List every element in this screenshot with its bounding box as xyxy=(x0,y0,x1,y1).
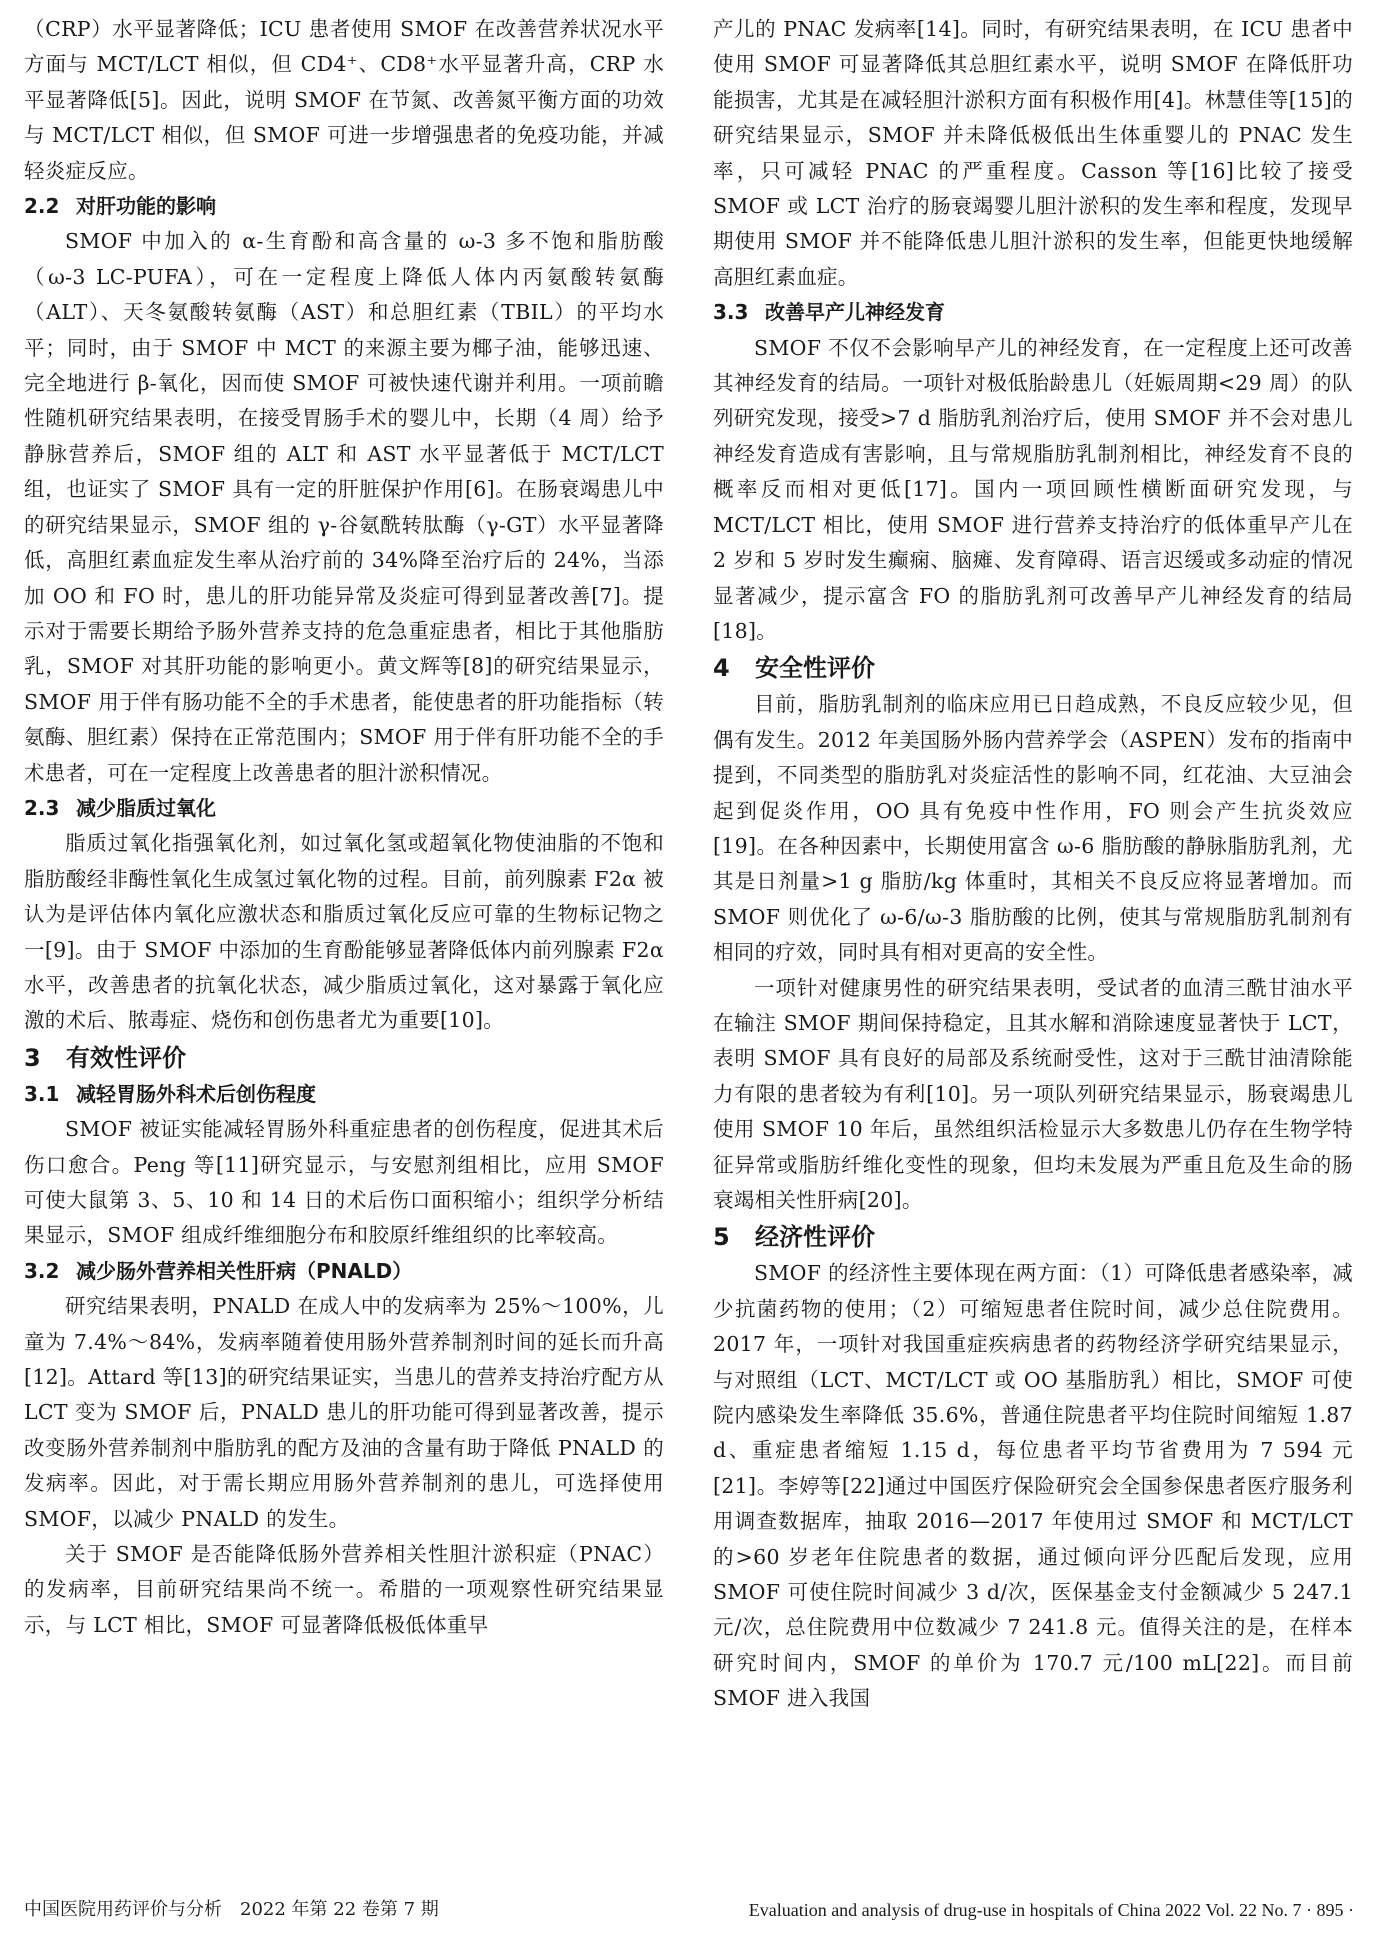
section-title: 改善早产儿神经发育 xyxy=(765,300,945,325)
section-title: 减轻胃肠外科术后创伤程度 xyxy=(76,1081,316,1106)
section-number: 3.3 xyxy=(713,300,749,325)
paragraph-pnald: 研究结果表明，PNALD 在成人中的发病率为 25%～100%，儿童为 7.4%～84%，发病率随着使用肠外营养制剂时间的延长而升高[12]。Attard 等[13]的研究结果证实，当患儿的营养支持治疗配方从 LCT 变为 SMOF 后，PNALD 患儿的肝功能可得到显著改善，提示改变肠外营养制剂中脂肪乳的配方及油的含量有助于降低 PNALD 的发病率。因此，对于需长期应用肠外营养制剂的患儿，可选择使用 SMOF，以减少 PNALD 的发生。 xyxy=(24,1294,664,1531)
section-number: 5 xyxy=(713,1223,730,1252)
page-footer xyxy=(24,1895,1354,1925)
paragraph-safety-1: 目前，脂肪乳制剂的临床应用已日趋成熟，不良反应较少见，但偶有发生。2012 年美国肠外肠内营养学会（ASPEN）发布的指南中提到，不同类型的脂肪乳对炎症活性的影响不同，红花油、大豆油会起到促炎作用，OO 具有免疫中性作用，FO 则会产生抗炎效应[19]。在各种因素中，长期使用富含 ω-6 脂肪酸的静脉脂肪乳剂，尤其是日剂量>1 g 脂肪/kg 体重时，其相关不良反应将显著增加。而 SMOF 则优化了 ω-6/ω-3 脂肪酸的比例，使其与常规脂肪乳制剂有相同的疗效，同时具有相对更高的安全性。 xyxy=(713,692,1353,965)
section-number: 4 xyxy=(713,654,730,683)
section-heading-5 xyxy=(713,1218,1353,1256)
paragraph-lipid-peroxidation: 脂质过氧化指强氧化剂，如过氧化氢或超氧化物使油脂的不饱和脂肪酸经非酶性氧化生成氢过氧化物的过程。目前，前列腺素 F2α 被认为是评估体内氧化应激状态和脂质过氧化反应可靠的生物标记物之一[9]。由于 SMOF 中添加的生育酚能够显著降低体内前列腺素 F2α 水平，改善患者的抗氧化状态，减少脂质过氧化，这对暴露于氧化应激的术后、脓毒症、烧伤和创伤患者尤为重要[10]。 xyxy=(24,831,664,1033)
section-heading-4 xyxy=(713,649,1353,687)
right-column xyxy=(713,12,1353,1717)
paragraph-safety-2: 一项针对健康男性的研究结果表明，受试者的血清三酰甘油水平在输注 SMOF 期间保持稳定，且其水解和消除速度显著快于 LCT，表明 SMOF 具有良好的局部及系统耐受性，这对于三酰甘油清除能力有限的患者较为有利[10]。另一项队列研究结果显示，肠衰竭患儿使用 SMOF 10 年后，虽然组织活检显示大多数患儿仍存在生物学特征异常或脂肪纤维化变性的现象，但均未发展为严重且危及生命的肠衰竭相关性肝病[20]。 xyxy=(713,975,1353,1212)
section-number: 3.1 xyxy=(24,1081,60,1106)
section-title: 有效性评价 xyxy=(66,1043,186,1072)
paragraph-neurodevelopment: SMOF 不仅不会影响早产儿的神经发育，在一定程度上还可改善其神经发育的结局。一项针对极低胎龄患儿（妊娠周期<29 周）的队列研究发现，接受>7 d 脂肪乳剂治疗后，使用 SMOF 并不会对患儿神经发育造成有害影响，且与常规脂肪乳制剂相比，神经发育不良的概率反而相对更低[17]。国内一项回顾性横断面研究发现，与 MCT/LCT 相比，使用 SMOF 进行营养支持治疗的低体重早产儿在 2 岁和 5 岁时发生癫痫、脑瘫、发育障碍、语言迟缓或多动症的情况显著减少，提示富含 FO 的脂肪乳剂可改善早产儿神经发育的结局[18]。 xyxy=(713,335,1353,643)
section-heading-3-1 xyxy=(24,1077,664,1112)
section-title: 减少脂质过氧化 xyxy=(76,795,216,820)
journal-name-en: Evaluation and analysis of drug-use in hospitals of China 2022 Vol. 22 No. 7 · 895 · xyxy=(748,1900,1354,1920)
section-heading-2-2 xyxy=(24,189,664,224)
section-heading-3 xyxy=(24,1039,664,1077)
section-heading-3-3 xyxy=(713,295,1353,330)
section-title: 减少肠外营养相关性肝病（PNALD） xyxy=(76,1258,413,1283)
paragraph-wound-healing: SMOF 被证实能减轻胃肠外科重症患者的创伤程度，促进其术后伤口愈合。Peng 等[11]研究显示，与安慰剂组相比，应用 SMOF 可使大鼠第 3、5、10 和 14 日的术后伤口面积缩小；组织学分析结果显示，SMOF 组成纤维细胞分布和胶原纤维组织的比率较高。 xyxy=(24,1117,664,1248)
section-title: 安全性评价 xyxy=(755,654,875,683)
journal-name-cn: 中国医院用药评价与分析 2022 年第 22 卷第 7 期 xyxy=(24,1899,439,1920)
paragraph-economics: SMOF 的经济性主要体现在两方面：（1）可降低患者感染率，减少抗菌药物的使用；（2）可缩短患者住院时间，减少总住院费用。2017 年，一项针对我国重症疾病患者的药物经济学研究结果显示，与对照组（LCT、MCT/LCT 或 OO 基脂肪乳）相比，SMOF 可使院内感染发生率降低 35.6%，普通住院患者平均住院时间缩短 1.87 d、重症患者缩短 1.15 d，每位患者平均节省费用为 7 594 元[21]。李婷等[22]通过中国医疗保险研究会全国参保患者医疗服务利用调查数据库，抽取 2016—2017 年使用过 SMOF 和 MCT/LCT 的>60 岁老年住院患者的数据，通过倾向评分匹配后发现，应用 SMOF 可使住院时间减少 3 d/次，医保基金支付金额减少 5 247.1 元/次，总住院费用中位数减少 7 241.8 元。值得关注的是，在样本研究时间内，SMOF 的单价为 170.7 元/100 mL[22]。而目前 SMOF 进入我国 xyxy=(713,1261,1353,1711)
section-heading-3-2 xyxy=(24,1254,664,1289)
paragraph-pnac: 关于 SMOF 是否能降低肠外营养相关性胆汁淤积症（PNAC）的发病率，目前研究结果尚不统一。希腊的一项观察性研究结果显示，与 LCT 相比，SMOF 可显著降低极低体重早 xyxy=(24,1542,664,1637)
paragraph-pnac-continued: 产儿的 PNAC 发病率[14]。同时，有研究结果表明，在 ICU 患者中使用 SMOF 可显著降低其总胆红素水平，说明 SMOF 在降低肝功能损害，尤其是在减轻胆汁淤积方面有积极作用[4]。林慧佳等[15]的研究结果显示，SMOF 并未降低极低出生体重婴儿的 PNAC 发生率，只可减轻 PNAC 的严重程度。Casson 等[16]比较了接受 SMOF 或 LCT 治疗的肠衰竭婴儿胆汁淤积的发生率和程度，发现早期使用 SMOF 并不能降低患儿胆汁淤积的发生率，但能更快地缓解高胆红素血症。 xyxy=(713,17,1353,289)
section-number: 2.3 xyxy=(24,795,60,820)
section-title: 对肝功能的影响 xyxy=(76,194,216,219)
paragraph-intro: （CRP）水平显著降低；ICU 患者使用 SMOF 在改善营养状况水平方面与 MCT/LCT 相似，但 CD4⁺、CD8⁺水平显著升高，CRP 水平显著降低[5]。因此，说明 SMOF 在节氮、改善氮平衡方面的功效与 MCT/LCT 相似，但 SMOF 可进一步增强患者的免疫功能，并减轻炎症反应。 xyxy=(24,17,664,183)
left-column xyxy=(24,12,664,1643)
section-number: 3 xyxy=(24,1043,41,1072)
section-number: 3.2 xyxy=(24,1258,60,1283)
section-title: 经济性评价 xyxy=(755,1223,875,1252)
paragraph-liver-function: SMOF 中加入的 α-生育酚和高含量的 ω-3 多不饱和脂肪酸（ω-3 LC-PUFA），可在一定程度上降低人体内丙氨酸转氨酶（ALT）、天冬氨酸转氨酶（AST）和总胆红素（TBIL）的平均水平；同时，由于 SMOF 中 MCT 的来源主要为椰子油，能够迅速、完全地进行 β-氧化，因而使 SMOF 可被快速代谢并利用。一项前瞻性随机研究结果表明，在接受胃肠手术的婴儿中，长期（4 周）给予静脉营养后，SMOF 组的 ALT 和 AST 水平显著低于 MCT/LCT 组，也证实了 SMOF 具有一定的肝脏保护作用[6]。在肠衰竭患儿中的研究结果显示，SMOF 组的 γ-谷氨酰转肽酶（γ-GT）水平显著降低，高胆红素血症发生率从治疗前的 34%降至治疗后的 24%，当添加 OO 和 FO 时，患儿的肝功能异常及炎症可得到显著改善[7]。提示对于需要长期给予肠外营养支持的危急重症患者，相比于其他脂肪乳，SMOF 对其肝功能的影响更小。黄文辉等[8]的研究结果显示，SMOF 用于伴有肠功能不全的手术患者，能使患者的肝功能指标（转氨酶、胆红素）保持在正常范围内；SMOF 用于伴有肝功能不全的手术患者，可在一定程度上改善患者的胆汁淤积情况。 xyxy=(24,229,664,785)
section-number: 2.2 xyxy=(24,194,60,219)
section-heading-2-3 xyxy=(24,791,664,826)
